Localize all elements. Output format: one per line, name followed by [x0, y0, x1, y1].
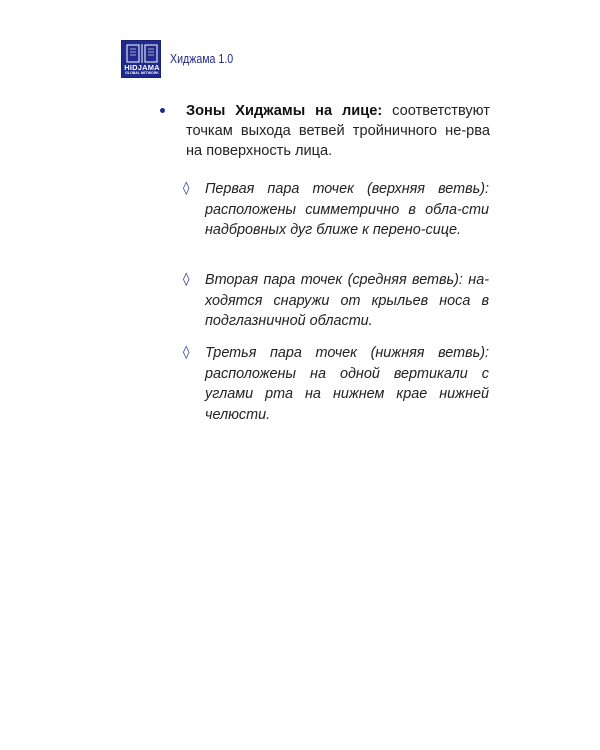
sub-bullet-text-3: Третья пара точек (нижняя ветвь): расположены на одной вертикали с углами рта на нижнем крае нижней челюсти.	[205, 345, 489, 423]
sub-bullet-text-2: Вторая пара точек (средняя ветвь): на-ходятся снаружи от крыльев носа в подглазничной области.	[205, 272, 489, 330]
header-title: Хиджама 1.0	[170, 52, 234, 66]
hidjama-logo	[121, 40, 161, 78]
logo-main-text: HIDJAMA	[124, 63, 160, 72]
diamond-icon: ◊	[183, 345, 190, 360]
main-bullet-rest: соответствуют точкам выхода ветвей тройничного не-рва на поверхность лица.	[186, 103, 490, 159]
logo-sub-text: GLOBAL NETWORK	[125, 71, 159, 75]
main-bullet-item	[160, 101, 490, 161]
sub-bullet-item-1	[183, 179, 489, 241]
main-bullet-bold: Зоны Хиджамы на лице:	[186, 103, 383, 119]
page-header	[121, 40, 244, 78]
diamond-icon: ◊	[183, 272, 190, 287]
sub-bullet-item-2	[183, 270, 489, 332]
main-bullet-text	[186, 101, 490, 161]
dot-bullet-icon	[160, 108, 165, 113]
sub-bullet-item-3	[183, 343, 489, 425]
diamond-icon: ◊	[183, 181, 190, 196]
sub-bullet-text-1: Первая пара точек (верхняя ветвь): расположены симметрично в обла-сти надбровных дуг ближе к перено-сице.	[205, 181, 489, 239]
